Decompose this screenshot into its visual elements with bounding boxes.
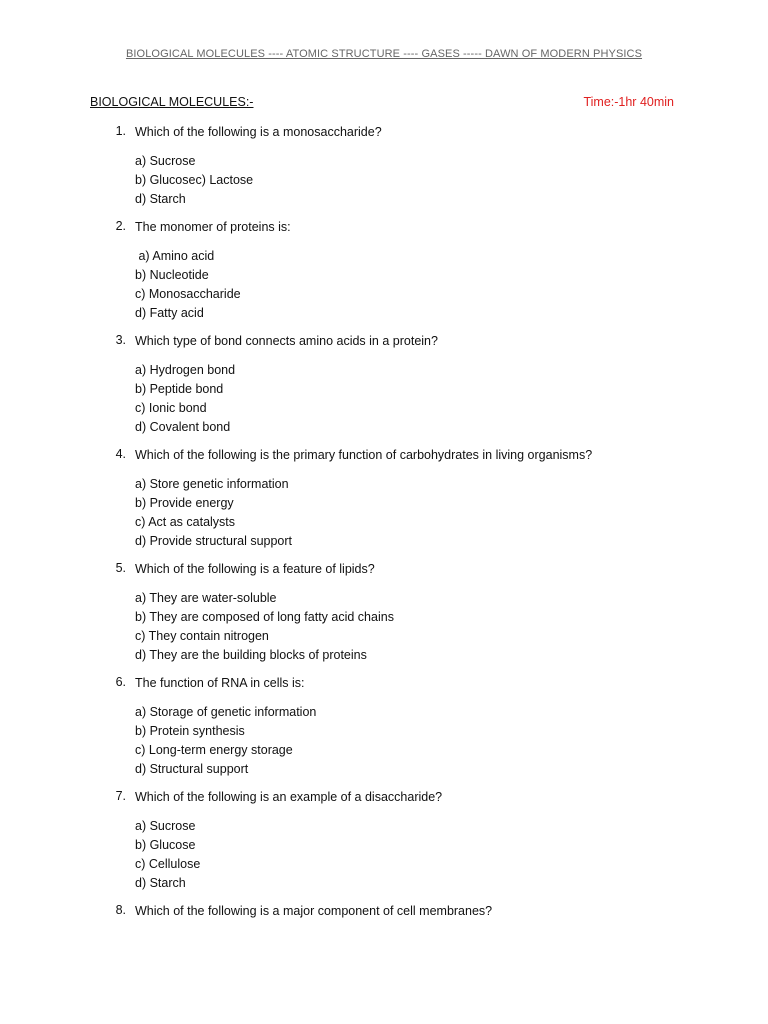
option: b) They are composed of long fatty acid chains [135,610,394,624]
question-text: Which of the following is a feature of lipids? [135,562,375,576]
question-text: Which type of bond connects amino acids in a protein? [135,334,438,348]
option-list [0,703,768,779]
question-text: Which of the following is the primary function of carbohydrates in living organisms? [135,448,593,462]
option: b) Peptide bond [135,382,224,396]
question-number: 5. [115,561,126,575]
question-number: 1. [115,124,126,138]
option-list [0,152,768,209]
section-title: BIOLOGICAL MOLECULES:- [90,95,254,109]
option: d) Fatty acid [135,306,204,320]
option: b) Glucosec) Lactose [135,173,254,187]
question-2 [0,219,768,323]
option: c) Long-term energy storage [135,743,293,757]
option: b) Provide energy [135,496,234,510]
option-list [0,589,768,665]
option: a) Amino acid [135,249,215,263]
question-text: The function of RNA in cells is: [135,676,305,690]
question-text: The monomer of proteins is: [135,220,291,234]
option: d) Covalent bond [135,420,231,434]
option-list [0,361,768,437]
question-number: 6. [115,675,126,689]
page-header: BIOLOGICAL MOLECULES ---- ATOMIC STRUCTURE ---- GASES ----- DAWN OF MODERN PHYSICS [125,48,643,60]
question-list [0,124,768,929]
option: c) Cellulose [135,857,201,871]
option: d) Starch [135,192,186,206]
question-number: 3. [115,333,126,347]
option: b) Nucleotide [135,268,209,282]
option-list [0,247,768,323]
option: d) Provide structural support [135,534,293,548]
question-text: Which of the following is an example of a disaccharide? [135,790,443,804]
option: c) Act as catalysts [135,515,236,529]
option: a) Sucrose [135,819,196,833]
option-list [0,817,768,893]
question-4 [0,447,768,551]
option: b) Glucose [135,838,196,852]
question-text: Which of the following is a major component of cell membranes? [135,904,493,918]
question-number: 8. [115,903,126,917]
option: d) Starch [135,876,186,890]
question-number: 7. [115,789,126,803]
question-text: Which of the following is a monosaccharide? [135,125,382,139]
question-number: 4. [115,447,126,461]
option: d) Structural support [135,762,249,776]
option: a) They are water-soluble [135,591,277,605]
option: c) Monosaccharide [135,287,241,301]
time-label: Time:-1hr 40min [583,95,674,109]
question-3 [0,333,768,437]
option: c) They contain nitrogen [135,629,269,643]
option: a) Storage of genetic information [135,705,317,719]
question-5 [0,561,768,665]
question-8 [0,903,768,919]
question-number: 2. [115,219,126,233]
option: a) Sucrose [135,154,196,168]
question-7 [0,789,768,893]
question-1 [0,124,768,209]
option: a) Hydrogen bond [135,363,236,377]
option-list [0,475,768,551]
option: c) Ionic bond [135,401,207,415]
option: a) Store genetic information [135,477,289,491]
option: b) Protein synthesis [135,724,245,738]
question-6 [0,675,768,779]
option: d) They are the building blocks of proteins [135,648,367,662]
